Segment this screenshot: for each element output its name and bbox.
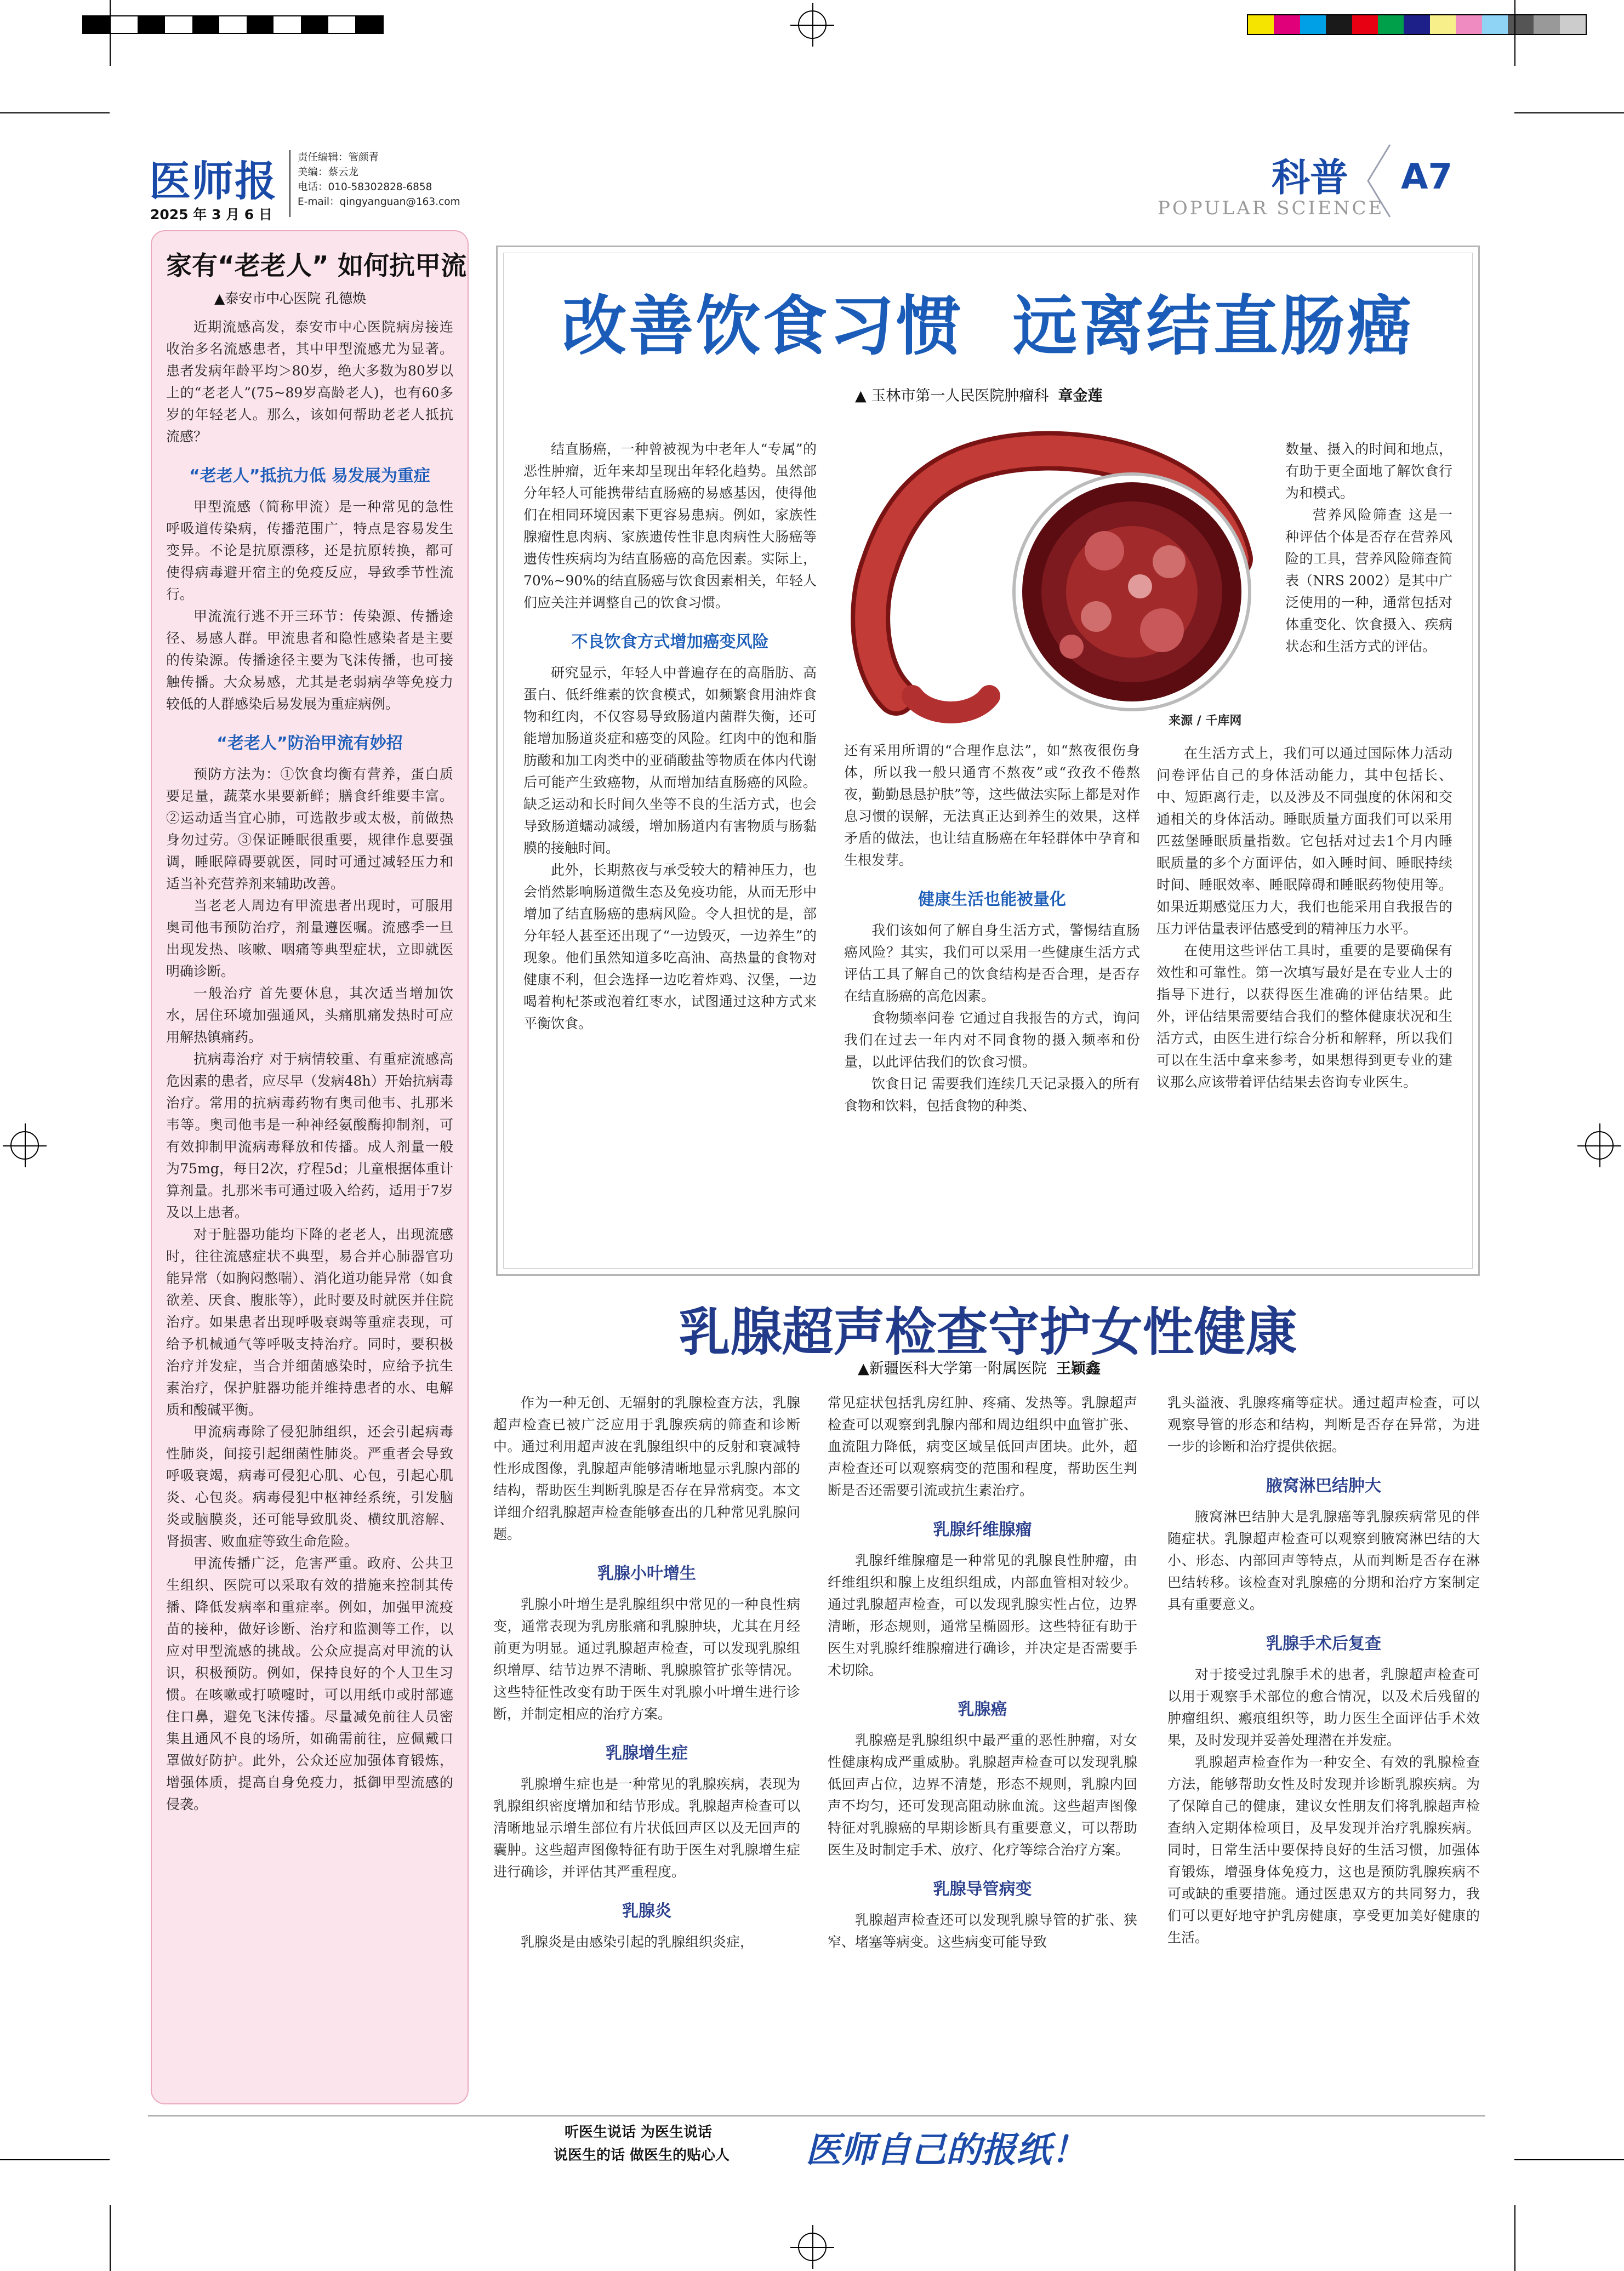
sidebar-box <box>151 230 469 2104</box>
article1-column-3-bottom <box>1156 743 1452 1093</box>
sidebar-intro: 近期流感高发，泰安市中心医院病房接连收治多名流感患者，其中甲型流感尤为显著。患者发病年龄平均＞80岁，绝大多数为80岁以上的“老老人”(75~89岁高龄老人)，也有60多岁的年轻老人。那么，该如何帮助老老人抵抗流感？ <box>166 319 453 444</box>
colon-illustration <box>847 411 1269 740</box>
section-title: 科普 <box>1272 155 1348 200</box>
article1-title: 改善饮食习惯 远离结直肠癌 <box>562 288 1414 364</box>
color-bar-right <box>1247 14 1587 35</box>
credit-designer: 美编：蔡云龙 <box>298 167 359 178</box>
sidebar-paragraph: 甲流流行逃不开三环节：传染源、传播途径、易感人群。甲流患者和隐性感染者是主要的传染源。传播途径主要为飞沫传播，也可接触传播。大众易感，尤其是老弱病孕等免疫力较低的人群感染后易发展为重症病例。 <box>166 608 453 712</box>
image-credit: 来源 / 千库网 <box>1169 714 1242 728</box>
article2-byline <box>858 1356 1101 1378</box>
issue-date: 2025 年 3 月 6 日 <box>150 207 272 222</box>
article2-column-2 <box>828 1392 1137 1953</box>
sidebar-heading-2: “老老人”防治甲流有妙招 <box>216 734 403 753</box>
article2-heading: 乳腺纤维腺瘤 <box>933 1520 1032 1539</box>
sidebar-paragraph: 抗病毒治疗 对于病情较重、有重症流感高危因素的患者，应尽早（发病48h）开始抗病毒治疗。常用的抗病毒药物有奥司他韦、扎那米韦等。奥司他韦是一种神经氨酸酶抑制剂，可有效抑制甲流病毒释放和传播。成人剂量一般为75mg，每日2次，疗程5d；儿童根据体重计算剂量。扎那米韦可通过吸入给药，适用于7岁及以上患者。 <box>166 1051 453 1220</box>
article2-paragraph: 乳腺炎是由感染引起的乳腺组织炎症， <box>521 1934 754 1950</box>
credit-email: E-mail：qingyanguan@163.com <box>298 196 460 208</box>
article2-paragraph: 乳腺超声检查作为一种安全、有效的乳腺检查方法，能够帮助女性及时发现并诊断乳腺疾病。为了保障自己的健康，建议女性朋友们将乳腺超声检查纳入定期体检项目，及早发现并治疗乳腺疾病。同时，日常生活中要保持良好的生活习惯，加强体育锻炼，增强身体免疫力，这也是预防乳腺疾病不可或缺的重要措施。通过医患双方的共同努力，我们可以更好地守护乳房健康，享受更加美好健康的生活。 <box>1167 1754 1480 1945</box>
article2-paragraph: 作为一种无创、无辐射的乳腺检查方法，乳腺超声检查已被广泛应用于乳腺疾病的筛查和诊断中。通过利用超声波在乳腺组织中的反射和衰减特性形成图像，乳腺超声能够清晰地显示乳腺内部的结构，帮助医生判断乳腺是否存在异常病变。本文详细介绍乳腺超声检查能够查出的几种常见乳腺问题。 <box>493 1395 800 1542</box>
article1-intro: 结直肠癌，一种曾被视为中老年人“专属”的恶性肿瘤，近年来却呈现出年轻化趋势。虽然部分年轻人可能携带结直肠癌的易感基因，使得他们在相同环境因素下更容易患病。例如，家族性腺瘤性息肉病、家族遗传性非息肉病性大肠癌等遗传性疾病均为结直肠癌的高危因素。实际上，70%~90%的结直肠癌与饮食因素相关，年轻人们应关注并调整自己的饮食习惯。 <box>523 441 817 610</box>
section-subtitle: POPULAR SCIENCE <box>1158 197 1384 219</box>
trim-line-tr-v <box>1514 0 1515 66</box>
article1-column-2 <box>844 740 1140 1117</box>
article2-column-1 <box>493 1392 800 1953</box>
article2-heading: 腋窝淋巴结肿大 <box>1266 1476 1381 1496</box>
article2-paragraph: 乳腺癌是乳腺组织中最严重的恶性肿瘤，对女性健康构成严重威胁。乳腺超声检查可以发现乳腺低回声占位，边界不清楚，形态不规则，乳腺内回声不均匀，还可发现高阻动脉血流。这些超声图像特征对乳腺癌的早期诊断具有重要意义，可以帮助医生及时制定手术、放疗、化疗等综合治疗方案。 <box>828 1732 1137 1858</box>
article1-paragraph: 还有采用所谓的“合理作息法”，如“熬夜很伤身体，所以我一般只通宵不熬夜”或“孜孜不倦熬夜，勤勤恳恳护肤”等，这些做法实际上都是对作息习惯的误解，无法真正达到养生的效果，这样矛盾的做法，也让结直肠癌在年轻群体中孕育和生根发芽。 <box>844 743 1140 868</box>
article2-title: 乳腺超声检查守护女性健康 <box>679 1303 1297 1362</box>
article1-paragraph: 研究显示，年轻人中普遍存在的高脂肪、高蛋白、低纤维素的饮食模式，如频繁食用油炸食物和红肉，不仅容易导致肠道内菌群失衡，还可能增加肠道炎症和癌变的风险。红肉中的饱和脂肪酸和加工肉类中的亚硝酸盐等物质在体内代谢后可能产生致癌物，从而增加结直肠癌的风险。缺乏运动和长时间久坐等不良的生活方式，也会导致肠道蠕动减缓，增加肠道内有害物质与肠黏膜的接触时间。 <box>523 665 817 856</box>
trim-line-tr <box>1514 112 1624 113</box>
footer-slogan <box>554 2121 730 2167</box>
article1-paragraph: 营养风险筛查 这是一种评估个体是否存在营养风险的工具，营养风险筛查简表（NRS 2002）是其中广泛使用的一种，通常包括对体重变化、饮食摄入、疾病状态和生活方式的评估。 <box>1285 507 1452 654</box>
sidebar-paragraph: 对于脏器功能均下降的老老人，出现流感时，往往流感症状不典型，易合并心肺器官功能异常（如胸闷憋喘）、消化道功能异常（如食欲差、厌食、腹胀等），此时要及时就医并住院治疗。如果患者出现呼吸衰竭等重症表现，可给予机械通气等呼吸支持治疗。同时，要积极治疗并发症，当合并细菌感染时，应给予抗生素治疗，保护脏器功能并维持患者的水、电解质和酸碱平衡。 <box>166 1226 453 1418</box>
sidebar-paragraph: 甲型流感（简称甲流）是一种常见的急性呼吸道传染病，传播范围广，特点是容易发生变异。不论是抗原漂移，还是抗原转换，都可使得病毒避开宿主的免疫反应，导致季节性流行。 <box>166 499 453 602</box>
article1-heading-2: 健康生活也能被量化 <box>918 890 1066 909</box>
masthead <box>143 142 1513 225</box>
credit-phone: 电话：010-58302828-6858 <box>298 181 432 193</box>
trim-line-br <box>1514 2159 1624 2160</box>
registration-bar-left <box>82 15 384 34</box>
article2-byline-org: ▲新疆医科大学第一附属医院 <box>858 1360 1047 1377</box>
footer-slogan-line-2: 说医生的话 做医生的贴心人 <box>554 2147 730 2164</box>
article2-paragraph: 腋窝淋巴结肿大是乳腺癌等乳腺疾病常见的伴随症状。乳腺超声检查可以观察到腋窝淋巴结的大小、形态、内部回声等特点，从而判断是否存在淋巴结转移。该检查对乳腺癌的分期和治疗方案制定具有重要意义。 <box>1167 1509 1480 1612</box>
trim-line-br-v <box>1514 2205 1515 2271</box>
article2-paragraph: 乳腺超声检查还可以发现乳腺导管的扩张、狭窄、堵塞等病变。这些病变可能导致 <box>828 1912 1137 1950</box>
footer-tagline: 医师自己的报纸！ <box>806 2130 1086 2171</box>
article2-paragraph: 常见症状包括乳房红肿、疼痛、发热等。乳腺超声检查可以观察到乳腺内部和周边组织中血管扩张、血流阻力降低，病变区域呈低回声团块。此外，超声检查还可以观察病变的范围和程度，帮助医生判断是否还需要引流或抗生素治疗。 <box>828 1395 1137 1498</box>
article2-column-3 <box>1167 1392 1480 1949</box>
sidebar-paragraph: 当老老人周边有甲流患者出现时，可服用奥司他韦预防治疗，剂量遵医嘱。流感季一旦出现发热、咳嗽、咽痛等典型症状，立即就医明确诊断。 <box>166 898 453 979</box>
sidebar-paragraph: 预防方法为：①饮食均衡有营养，蛋白质要足量，蔬菜水果要新鲜；膳食纤维要丰富。②运动适当宜心肺，可选散步或太极，前做热身勿过劳。③保证睡眠很重要，规律作息要强调，睡眠障碍要就医，同时可通过减轻压力和适当补充营养剂来辅助改善。 <box>166 766 453 892</box>
sidebar-byline: ▲泰安市中心医院 孔德焕 <box>214 290 367 306</box>
article2-paragraph: 对于接受过乳腺手术的患者，乳腺超声检查可以用于观察手术部位的愈合情况，以及术后残留的肿瘤组织、瘢痕组织等，助力医生全面评估手术效果，及时发现并妥善处理潜在并发症。 <box>1167 1667 1480 1748</box>
article2-paragraph: 乳腺纤维腺瘤是一种常见的乳腺良性肿瘤，由纤维组织和腺上皮组织组成，内部血管相对较少。通过乳腺超声检查，可以发现乳腺实性占位，边界清晰，形态规则，通常呈椭圆形。这些特征有助于医生对乳腺纤维腺瘤进行确诊，并决定是否需要手术切除。 <box>828 1553 1137 1678</box>
article2-heading: 乳腺导管病变 <box>933 1880 1032 1899</box>
editor-credits <box>298 150 460 209</box>
article1-byline-author: 章金莲 <box>1058 387 1103 404</box>
article1-paragraph: 数量、摄入的时间和地点，有助于更全面地了解饮食行为和模式。 <box>1285 441 1452 501</box>
article1-heading-1: 不良饮食方式增加癌变风险 <box>571 632 769 652</box>
article1-column-1 <box>523 438 817 1035</box>
footer-slogan-line-1: 听医生说话 为医生说话 <box>565 2124 713 2141</box>
article1-byline-org: ▲ 玉林市第一人民医院肿瘤科 <box>855 387 1049 404</box>
credit-editor: 责任编辑：管颜青 <box>298 152 379 163</box>
article1-paragraph: 在使用这些评估工具时，重要的是要确保有效性和可靠性。第一次填写最好是在专业人士的指导下进行，以获得医生准确的评估结果。此外，评估结果需要结合我们的整体健康状况和生活方式，由医生进行综合分析和解释，所以我们可以在生活中拿来参考，如果想得到更专业的建议那么应该带着评估结果去咨询专业医生。 <box>1156 943 1452 1090</box>
article1-paragraph: 饮食日记 需要我们连续几天记录摄入的所有食物和饮料，包括食物的种类、 <box>844 1076 1140 1114</box>
article1-paragraph: 我们该如何了解自身生活方式，警惕结直肠癌风险？其实，我们可以采用一些健康生活方式评估工具了解自己的饮食结构是否合理，是否存在结直肠癌的高危因素。 <box>844 922 1140 1004</box>
article2-byline-author: 王颖鑫 <box>1056 1360 1101 1377</box>
sidebar-paragraph: 甲流传播广泛，危害严重。政府、公共卫生组织、医院可以采取有效的措施来控制其传播、降低发病率和重症率。例如，加强甲流疫苗的接种，做好诊断、治疗和监测等工作，以应对甲型流感的挑战。公众应提高对甲流的认识，积极预防。例如，保持良好的个人卫生习惯。在咳嗽或打喷嚏时，可以用纸巾或肘部遮住口鼻，避免飞沫传播。尽量减免前往人员密集且通风不良的场所，如确需前往，应佩戴口罩做好防护。此外，公众还应加强体育锻炼，增强体质，提高自身免疫力，抵御甲型流感的侵袭。 <box>166 1555 453 1812</box>
article2-paragraph: 乳腺增生症也是一种常见的乳腺疾病，表现为乳腺组织密度增加和结节形成。乳腺超声检查可以清晰地显示增生部位有片状低回声区以及无回声的囊肿。这些超声图像特征有助于医生对乳腺增生症进行确诊，并评估其严重程度。 <box>493 1776 800 1880</box>
footer-rule <box>148 2115 1485 2116</box>
trim-line-bl <box>0 2159 110 2160</box>
article2-paragraph: 乳头溢液、乳腺疼痛等症状。通过超声检查，可以观察导管的形态和结构，判断是否存在异常，为进一步的诊断和治疗提供依据。 <box>1167 1395 1480 1454</box>
article2-heading: 乳腺增生症 <box>606 1744 688 1763</box>
page-number: A7 <box>1401 157 1453 197</box>
sidebar-title: 家有“老老人” 如何抗甲流 <box>166 251 467 281</box>
article1-paragraph: 食物频率问卷 它通过自我报告的方式，询问我们在过去一年内对不同食物的摄入频率和份量，以此评估我们的饮食习惯。 <box>844 1010 1140 1070</box>
article2-paragraph: 乳腺小叶增生是乳腺组织中常见的一种良性病变，通常表现为乳房胀痛和乳腺肿块，尤其在月经前更为明显。通过乳腺超声检查，可以发现乳腺组织增厚、结节边界不清晰、乳腺腺管扩张等情况。这些特征性改变有助于医生对乳腺小叶增生进行诊断，并制定相应的治疗方案。 <box>493 1596 800 1722</box>
trim-line-tl <box>0 112 110 113</box>
sidebar-paragraph: 甲流病毒除了侵犯肺组织，还会引起病毒性肺炎，间接引起细菌性肺炎。严重者会导致呼吸衰竭，病毒可侵犯心肌、心包，引起心肌炎、心包炎。病毒侵犯中枢神经系统，引发脑炎或脑膜炎，还可能导致肌炎、横纹肌溶解、肾损害、败血症等致生命危险。 <box>166 1424 453 1549</box>
newspaper-logo: 医师报 <box>149 157 277 206</box>
article1-paragraph: 此外，长期熬夜与承受较大的精神压力，也会悄然影响肠道微生态及免疫功能，从而无形中增加了结直肠癌的患病风险。令人担忧的是，部分年轻人甚至还出现了“一边毁灭，一边养生”的现象。他们虽然知道多吃高油、高热量的食物对健康不利，但会选择一边吃着炸鸡、汉堡，一边喝着枸杞茶或泡着红枣水，试图通过这种方式来平衡饮食。 <box>523 862 817 1031</box>
trim-line-tl-v <box>110 0 111 66</box>
article2-heading: 乳腺炎 <box>622 1902 671 1921</box>
article1-byline <box>855 384 1103 405</box>
article2-heading: 乳腺癌 <box>958 1700 1007 1719</box>
section-chevron-icon <box>1365 142 1392 219</box>
sidebar-paragraph: 一般治疗 首先要休息，其次适当增加饮水，居住环境加强通风，头痛肌痛发热时可应用解热镇痛药。 <box>166 985 453 1045</box>
article2-heading: 乳腺小叶增生 <box>597 1564 696 1583</box>
article2-heading: 乳腺手术后复查 <box>1266 1634 1381 1653</box>
article1-column-3-top <box>1285 438 1452 658</box>
article1-paragraph: 在生活方式上，我们可以通过国际体力活动问卷评估自己的身体活动能力，其中包括长、中、短距离行走，以及涉及不同强度的休闲和交通相关的身体活动。睡眠质量方面我们可以采用匹兹堡睡眠质量指数。它包括对过去1个月内睡眠质量的多个方面评估，如入睡时间、睡眠持续时间、睡眠效率、睡眠障碍和睡眠药物使用等。如果近期感觉压力大，我们也能采用自我报告的压力评估量表评估感受到的精神压力水平。 <box>1156 745 1452 937</box>
masthead-divider <box>289 150 290 217</box>
sidebar-heading-1: “老老人”抵抗力低 易发展为重症 <box>189 466 430 486</box>
trim-line-bl-v <box>110 2205 111 2271</box>
